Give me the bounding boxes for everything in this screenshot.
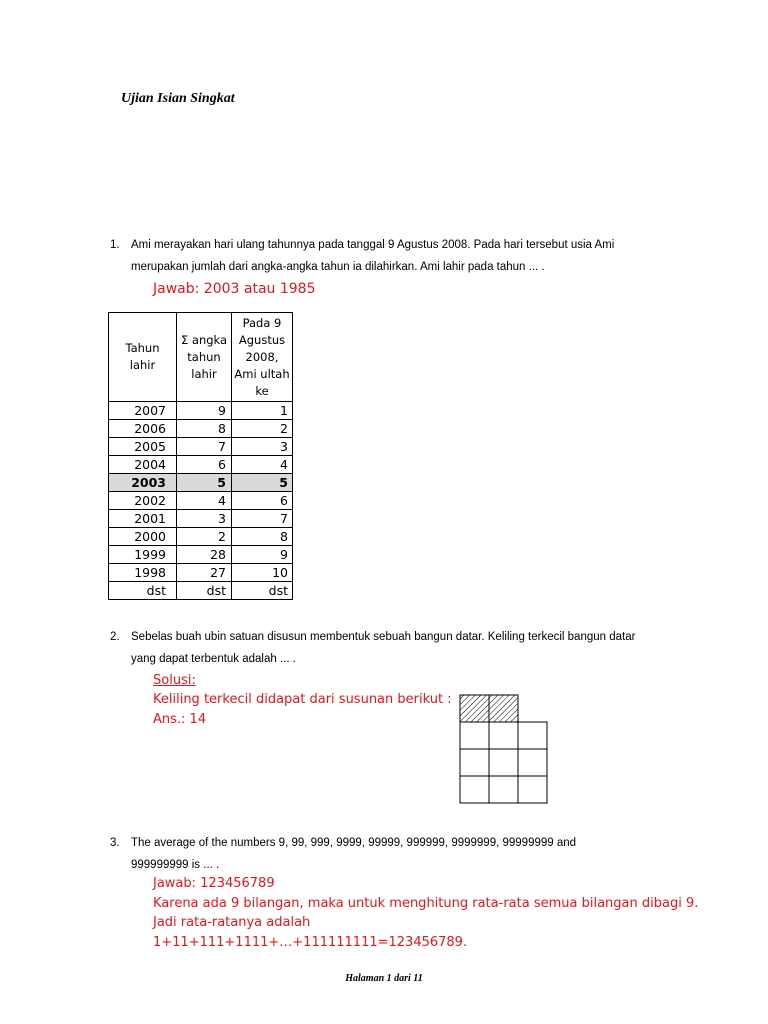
table-row [109,492,293,510]
table-cell: 6 [232,492,293,510]
table-row [109,564,293,582]
table-row [109,546,293,564]
answer-text: Ans.: 14 [153,712,207,727]
table-cell: 5 [232,474,293,492]
table-cell: 3 [177,510,232,528]
table-cell: 4 [177,492,232,510]
question-text: Sebelas buah ubin satuan disusun membentuk sebuah bangun datar. Keliling terkecil bangun datar [131,631,636,643]
question-text: 999999999 is ... . [131,859,220,871]
question-text: Ami merayakan hari ulang tahunnya pada tanggal 9 Agustus 2008. Pada hari tersebut usia Ami [131,239,615,251]
table-cell: 2002 [109,492,177,510]
column-header: Pada 9 Agustus 2008, Ami ultah ke [232,313,293,402]
table-cell: 8 [177,420,232,438]
table-cell: 3 [232,438,293,456]
table-cell: 6 [177,456,232,474]
question-text: The average of the numbers 9, 99, 999, 9999, 99999, 999999, 9999999, 99999999 and [131,837,577,849]
table-cell: 2 [232,420,293,438]
table-cell: 1 [232,402,293,420]
table-cell: 4 [232,456,293,474]
column-header: Tahun lahir [109,313,177,402]
tile-grid [460,722,547,803]
solution-text: Keliling terkecil didapat dari susunan berikut : [153,692,452,707]
table-cell: dst [177,582,232,600]
solution-label: Solusi: [153,673,196,688]
question-number: 1. [110,239,120,251]
hatched-tile [460,695,489,722]
hatched-tile [489,695,518,722]
answer-text: Jawab: 2003 atau 1985 [153,281,316,297]
table-cell: 7 [177,438,232,456]
explanation-text: Jadi rata-ratanya adalah [153,915,311,930]
question-number: 3. [110,837,120,849]
table-cell: 7 [232,510,293,528]
column-header: Σ angka tahun lahir [177,313,232,402]
table-row [109,456,293,474]
table-cell: 1998 [109,564,177,582]
table-cell: 2 [177,528,232,546]
table-cell: 9 [232,546,293,564]
table-row [109,420,293,438]
table-header-row [109,313,293,402]
table-cell: 1999 [109,546,177,564]
table-row [109,438,293,456]
table-cell: 2005 [109,438,177,456]
table-cell: 2006 [109,420,177,438]
page-footer: Halaman 1 dari 11 [345,973,423,984]
table-cell: 2004 [109,456,177,474]
table-cell: 27 [177,564,232,582]
table-cell: 9 [177,402,232,420]
table-cell: 2007 [109,402,177,420]
table-row [109,510,293,528]
table-row [109,474,293,492]
explanation-text: 1+11+111+1111+…+111111111=123456789. [153,935,468,950]
table-row [109,582,293,600]
table-cell: 28 [177,546,232,564]
answer-text: Jawab: 123456789 [153,876,275,891]
table-cell: 5 [177,474,232,492]
table-cell: 10 [232,564,293,582]
question-number: 2. [110,631,120,643]
table-row [109,402,293,420]
question-text: yang dapat terbentuk adalah ... . [131,653,296,665]
table-cell: 8 [232,528,293,546]
table-cell: 2000 [109,528,177,546]
question-text: merupakan jumlah dari angka-angka tahun ia dilahirkan. Ami lahir pada tahun ... . [131,261,545,273]
table-row [109,528,293,546]
page-title: Ujian Isian Singkat [121,91,235,106]
table-cell: 2003 [109,474,177,492]
tile-arrangement-diagram [459,694,549,806]
birth-year-table [108,312,293,600]
explanation-text: Karena ada 9 bilangan, maka untuk menghitung rata-rata semua bilangan dibagi 9. [153,896,699,911]
table-cell: 2001 [109,510,177,528]
table-cell: dst [109,582,177,600]
table-cell: dst [232,582,293,600]
